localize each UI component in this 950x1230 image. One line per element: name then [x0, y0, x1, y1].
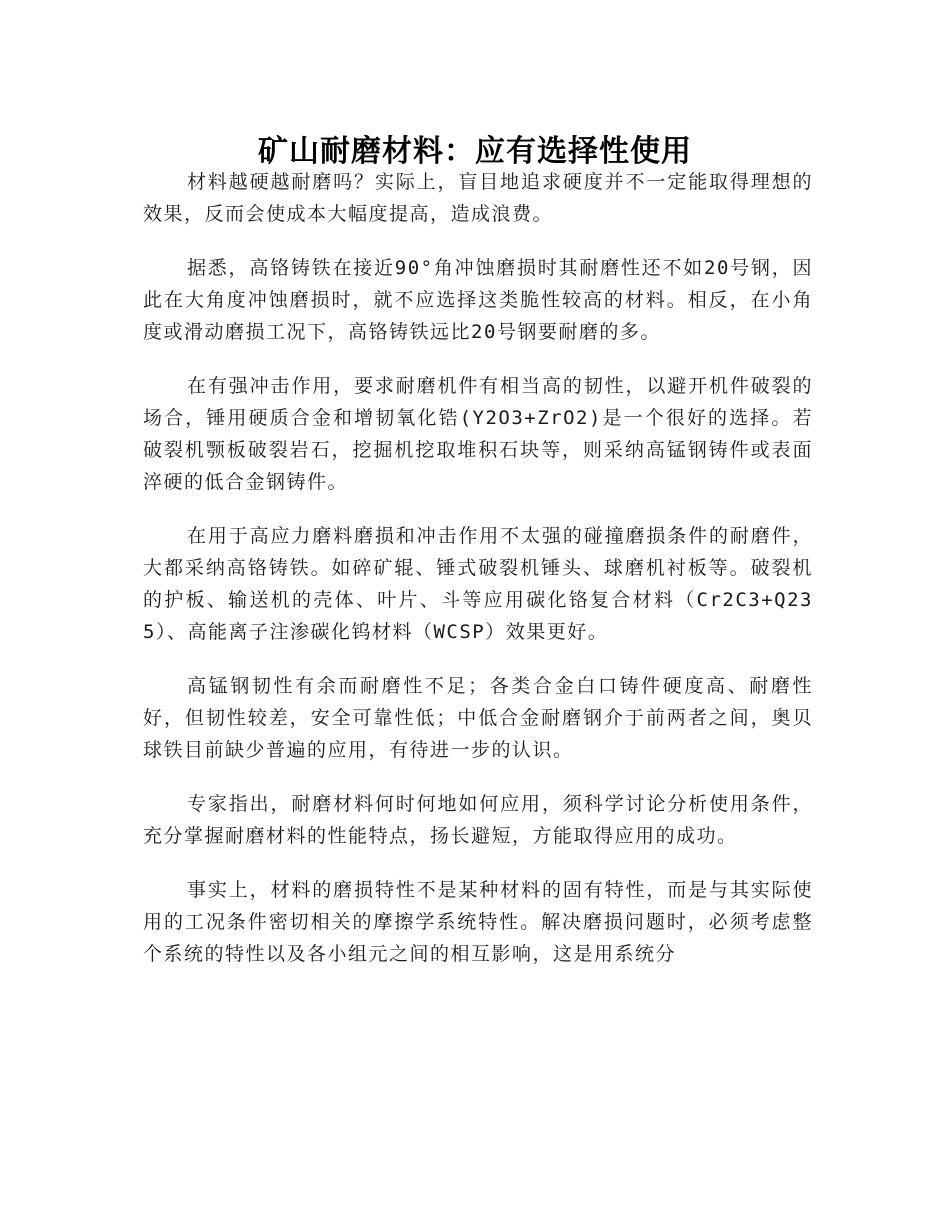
- document-body: [143, 166, 813, 992]
- paragraph: 在用于高应力磨料磨损和冲击作用不太强的碰撞磨损条件的耐磨件，大都采纳高铬铸铁。如碎矿辊、锤式破裂机锤头、球磨机衬板等。破裂机的护板、输送机的壳体、叶片、斗等应用碳化铬复合材料（Cr2C3+Q235）、高能离子注渗碳化钨材料（WCSP）效果更好。: [143, 525, 813, 643]
- paragraph: 事实上，材料的磨损特性不是某种材料的固有特性，而是与其实际使用的工况条件密切相关的摩擦学系统特性。解决磨损问题时，必须考虑整个系统的特性以及各小组元之间的相互影响，这是用系统分: [143, 879, 813, 965]
- paragraph: 据悉，高铬铸铁在接近90°角冲蚀磨损时其耐磨性还不如20号钢，因此在大角度冲蚀磨损时，就不应选择这类脆性较高的材料。相反，在小角度或滑动磨损工况下，高铬铸铁远比20号钢要耐磨的多。: [143, 257, 813, 343]
- paragraph: 专家指出，耐磨材料何时何地如何应用，须科学讨论分析使用条件，充分掌握耐磨材料的性能特点，扬长避短，方能取得应用的成功。: [143, 793, 813, 847]
- document-title: 矿山耐磨材料：应有选择性使用: [258, 134, 692, 170]
- paragraph: 材料越硬越耐磨吗？实际上，盲目地追求硬度并不一定能取得理想的效果，反而会使成本大幅度提高，造成浪费。: [143, 171, 813, 225]
- paragraph: 在有强冲击作用，要求耐磨机件有相当高的韧性，以避开机件破裂的场合，锤用硬质合金和增韧氧化锆(Y2O3+ZrO2)是一个很好的选择。若破裂机颚板破裂岩石，挖掘机挖取堆积石块等，则采纳高锰钢铸件或表面淬硬的低合金钢铸件。: [143, 375, 813, 493]
- paragraph: 高锰钢韧性有余而耐磨性不足；各类合金白口铸件硬度高、耐磨性好，但韧性较差，安全可靠性低；中低合金耐磨钢介于前两者之间，奥贝球铁目前缺少普遍的应用，有待进一步的认识。: [143, 675, 813, 761]
